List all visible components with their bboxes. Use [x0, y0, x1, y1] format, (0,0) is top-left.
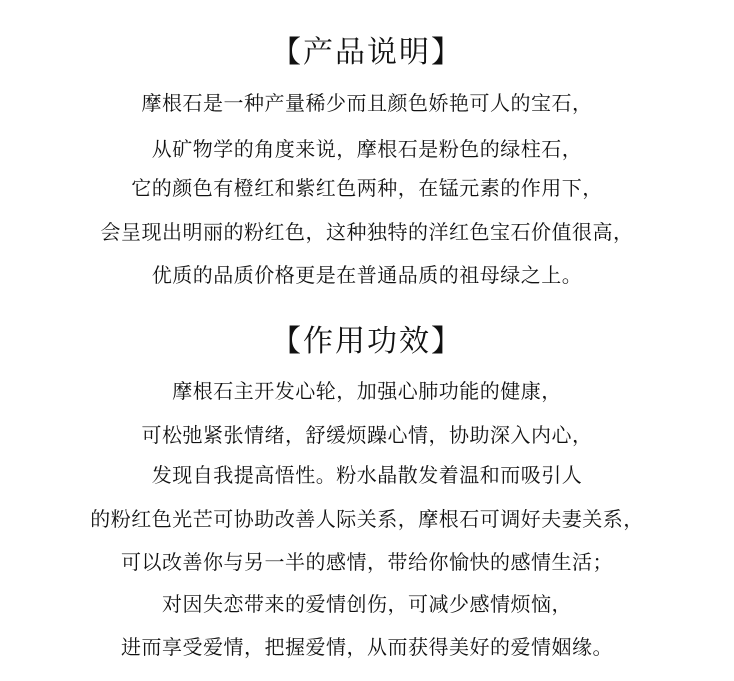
text-line: 摩根石是一种产量稀少而且颜色娇艳可人的宝石，	[141, 91, 593, 115]
text-line: 的粉红色光芒可协助改善人际关系，摩根石可调好夫妻关系，	[90, 507, 644, 531]
section-heading: 【产品说明】	[271, 35, 463, 70]
text-line: 可松弛紧张情绪，舒缓烦躁心情，协助深入内心，	[141, 423, 593, 447]
text-line: 可以改善你与另一半的感情，带给你愉快的感情生活；	[121, 550, 613, 574]
text-line: 优质的品质价格更是在普通品质的祖母绿之上。	[151, 263, 583, 287]
text-line: 从矿物学的角度来说，摩根石是粉色的绿柱石，	[151, 137, 583, 161]
text-line: 对因失恋带来的爱情创伤，可减少感情烦恼，	[162, 592, 572, 616]
section-heading: 【作用功效】	[271, 324, 463, 359]
text-line: 摩根石主开发心轮，加强心肺功能的健康，	[172, 379, 562, 403]
text-line: 进而享受爱情，把握爱情，从而获得美好的爱情姻缘。	[121, 635, 613, 659]
text-line: 发现自我提高悟性。粉水晶散发着温和而吸引人	[151, 463, 583, 487]
text-line: 它的颜色有橙红和紫红色两种，在锰元素的作用下，	[131, 176, 603, 200]
text-line: 会呈现出明丽的粉红色，这种独特的洋红色宝石价值很高，	[100, 220, 634, 244]
